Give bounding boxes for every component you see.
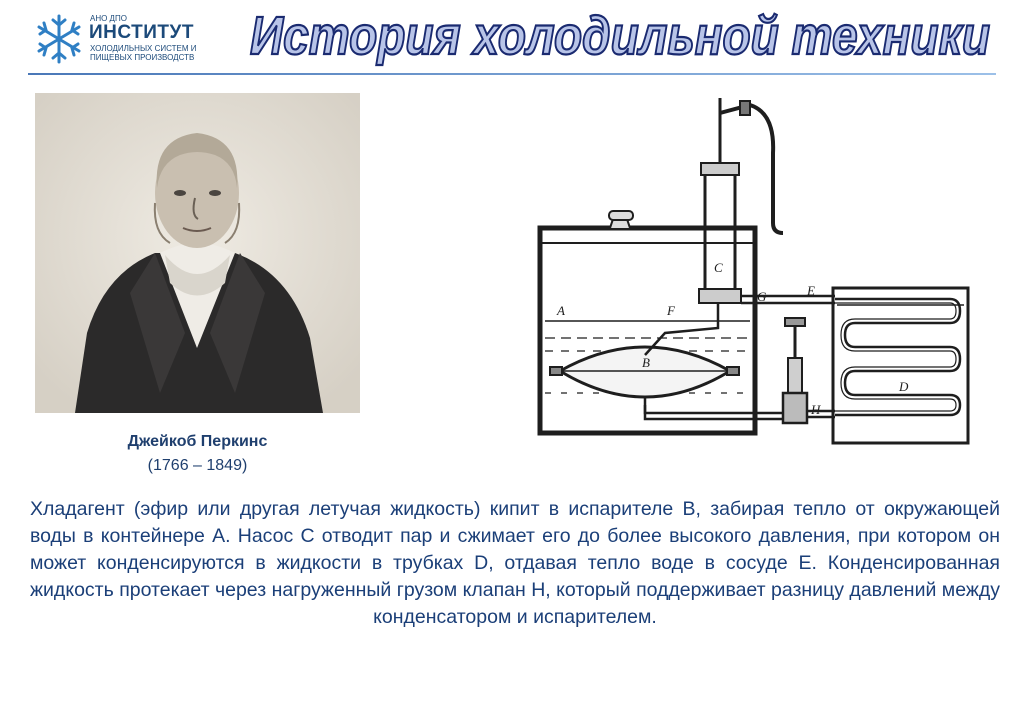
logo — [32, 12, 232, 68]
logo-small-text: АНО ДПО — [90, 14, 127, 23]
logo-subtitle-line2: ПИЩЕВЫХ ПРОИЗВОДСТВ — [90, 53, 195, 62]
logo-subtitle-line1: ХОЛОДИЛЬНЫХ СИСТЕМ И — [90, 44, 197, 53]
diagram-label-b: B — [642, 355, 650, 370]
diagram-label-g: G — [757, 289, 767, 304]
page-title — [240, 2, 1000, 68]
portrait-name: Джейкоб Перкинс — [127, 433, 268, 450]
diagram-label-e: E — [807, 283, 815, 298]
page-title-text: История холодильной техники — [250, 6, 991, 66]
snowflake-icon — [32, 12, 86, 66]
description-paragraph: Хладагент (эфир или другая летучая жидкость) кипит в испарителе В, забирая тепло от окружающей воды в контейнере А. Насос С отводит пар и сжимает его до более высокого давления, при котором он может конденсируются в жидкости в трубках D, отдавая тепло воде в сосуде Е. Конденсированная жидкость протекает через нагруженный грузом клапан Н, который поддерживает разницу давлений между конденсатором и испарителем. — [30, 498, 1000, 628]
logo-subtitle — [90, 44, 196, 62]
diagram-label-d: D — [899, 379, 909, 394]
header-divider — [28, 73, 996, 75]
diagram-label-h: H — [811, 402, 821, 417]
diagram-label-c: C — [714, 260, 723, 275]
diagram-label-f: F — [667, 303, 675, 318]
logo-big-text: ИНСТИТУТ — [89, 22, 194, 43]
portrait-image — [35, 93, 360, 413]
portrait-years: (1766 – 1849) — [147, 457, 248, 474]
refrigeration-diagram — [505, 93, 985, 455]
diagram-label-a: A — [557, 303, 565, 318]
